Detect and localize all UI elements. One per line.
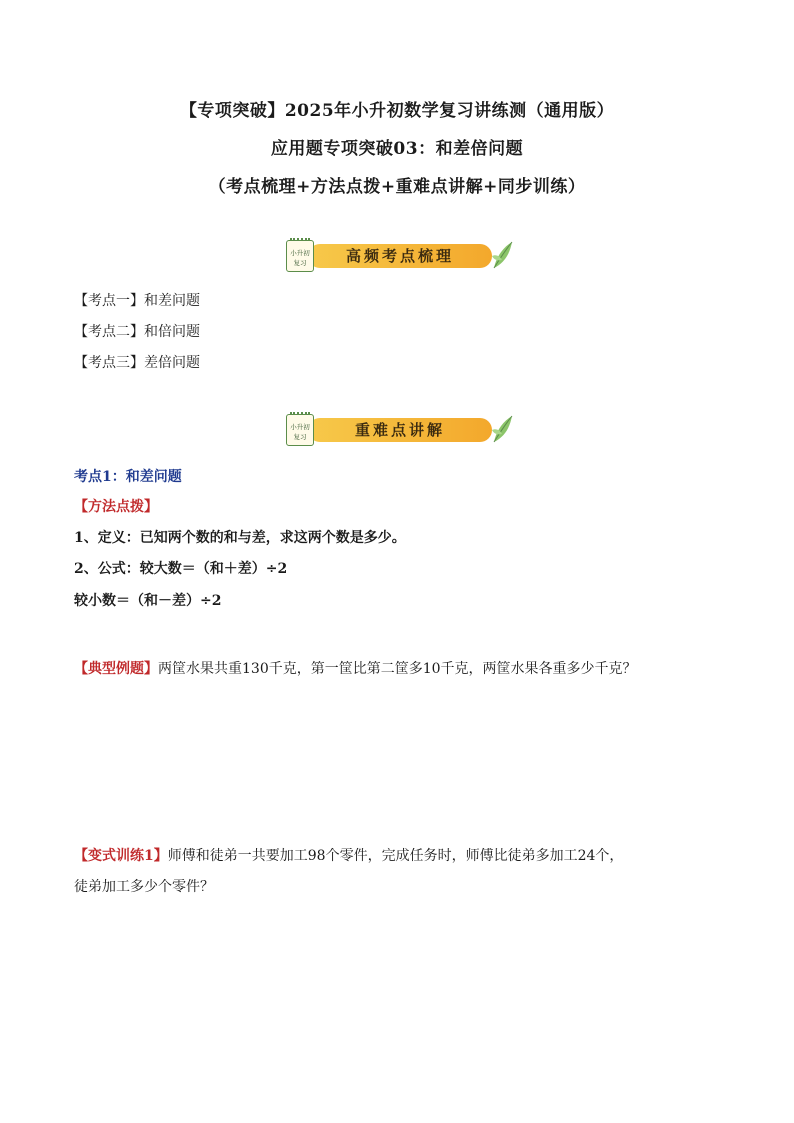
badge-text-1: 小升初 bbox=[290, 423, 310, 431]
example-question bbox=[74, 658, 637, 678]
notebook-icon bbox=[286, 414, 314, 446]
example-text: 两筐水果共重130千克，第一筐比第二筐多10千克，两筐水果各重多少千克？ bbox=[158, 661, 637, 677]
banner-title: 重难点讲解 bbox=[354, 421, 445, 439]
example-tag: 【典型例题】 bbox=[74, 661, 158, 677]
point-tag: 【考点二】 bbox=[74, 324, 144, 340]
section-banner-key-points bbox=[286, 414, 518, 450]
variant-question bbox=[74, 845, 623, 865]
banner-title: 高频考点梳理 bbox=[345, 247, 454, 265]
definition-text: 1、定义：已知两个数的和与差，求这两个数是多少。 bbox=[74, 530, 406, 546]
leaf-icon bbox=[490, 240, 516, 270]
variant-text: 师傅和徒弟一共要加工98个零件，完成任务时，师傅比徒弟多加工24个， bbox=[167, 848, 624, 864]
variant-tag: 【变式训练1】 bbox=[74, 848, 168, 864]
point-tag: 【考点三】 bbox=[74, 355, 144, 371]
formula-larger: 2、公式：较大数＝（和＋差）÷2 bbox=[74, 561, 288, 577]
doc-subtitle-2: （考点梳理+方法点拨+重难点讲解+同步训练） bbox=[208, 177, 586, 197]
notebook-icon bbox=[286, 240, 314, 272]
doc-subtitle: 应用题专项突破03：和差倍问题 bbox=[270, 139, 524, 159]
section-banner-high-frequency bbox=[286, 240, 518, 276]
point-text: 和倍问题 bbox=[144, 324, 200, 340]
list-item bbox=[74, 321, 200, 341]
topic-heading: 考点1：和差问题 bbox=[74, 469, 182, 485]
variant-question-cont: 徒弟加工多少个零件？ bbox=[74, 879, 214, 895]
doc-title: 【专项突破】2025年小升初数学复习讲练测（通用版） bbox=[179, 101, 615, 121]
badge-text-2: 复习 bbox=[293, 433, 307, 441]
leaf-icon bbox=[490, 414, 516, 444]
formula-smaller: 较小数＝（和－差）÷2 bbox=[74, 593, 222, 609]
point-text: 和差问题 bbox=[144, 293, 200, 309]
badge-text-1: 小升初 bbox=[290, 249, 310, 257]
badge-text-2: 复习 bbox=[293, 259, 307, 267]
point-tag: 【考点一】 bbox=[74, 293, 144, 309]
list-item bbox=[74, 290, 200, 310]
list-item bbox=[74, 352, 200, 372]
point-text: 差倍问题 bbox=[144, 355, 200, 371]
method-tag: 【方法点拨】 bbox=[74, 499, 158, 515]
